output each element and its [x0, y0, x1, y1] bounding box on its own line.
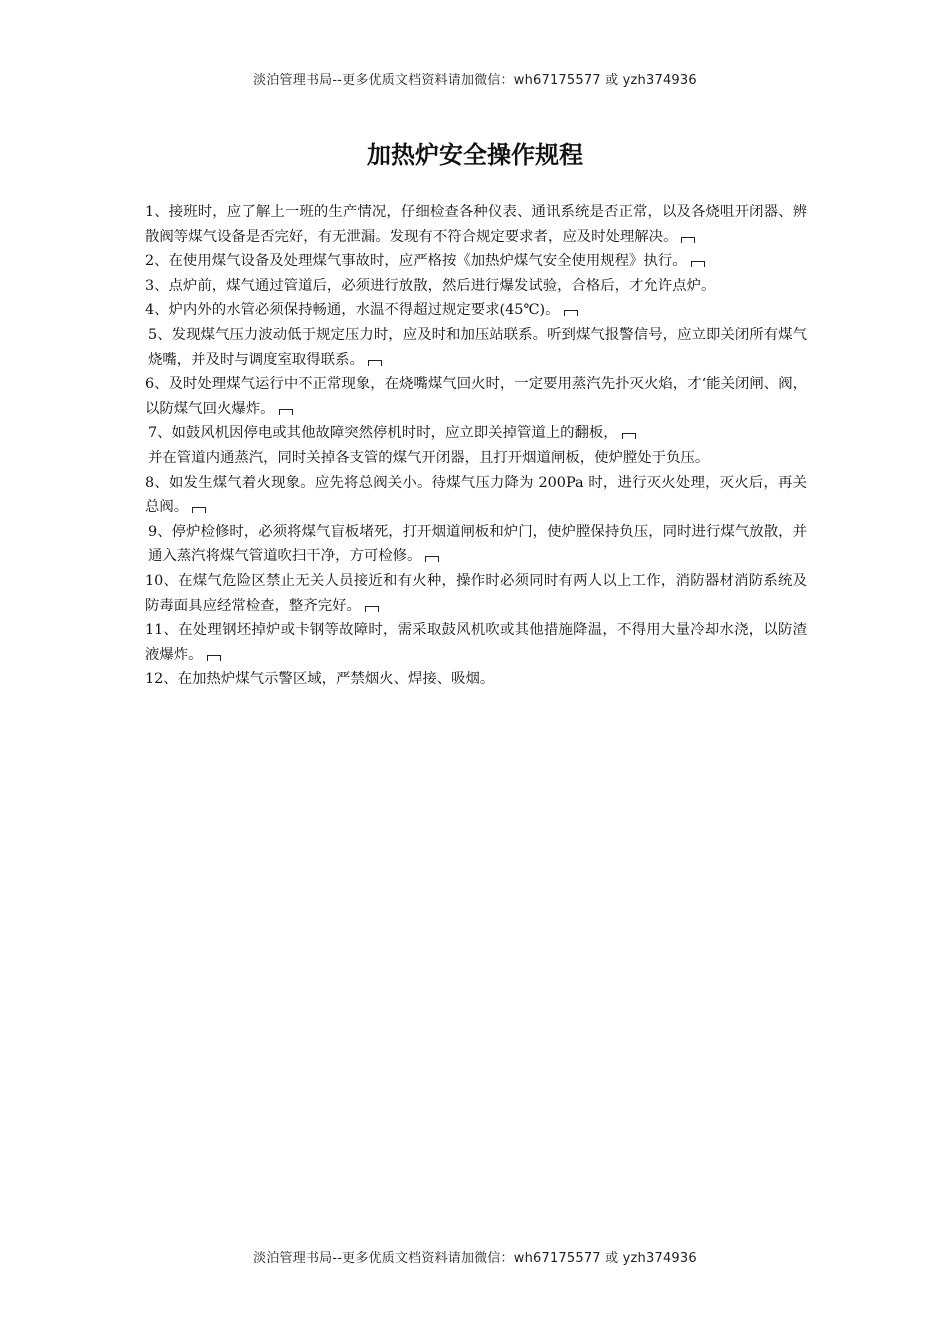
rule-text: 7、如鼓风机因停电或其他故障突然停机时时，应立即关掉管道上的翻板，	[148, 425, 618, 442]
rule-item	[145, 274, 807, 299]
rule-text: 11、在处理钢坯掉炉或卡钢等故障时，需采取鼓风机吹或其他措施降温，不得用大量冷却水浇，以防渣液爆炸。	[145, 622, 807, 663]
paragraph-mark-icon	[564, 310, 578, 316]
paragraph-mark-icon	[425, 556, 439, 562]
rule-text: 4、炉内外的水管必须保持畅通，水温不得超过规定要求(45℃)。	[145, 302, 560, 319]
rule-item	[145, 298, 807, 323]
rule-item	[145, 323, 807, 372]
paragraph-mark-icon	[279, 409, 293, 415]
rule-text: 并在管道内通蒸汽，同时关掉各支管的煤气开闭器，且打开烟道闸板，使炉膛处于负压。	[148, 449, 710, 466]
rule-item	[145, 446, 807, 471]
paragraph-mark-icon	[691, 261, 705, 267]
paragraph-mark-icon	[207, 655, 221, 661]
page-header: 淡泊管理书局--更多优质文档资料请加微信：wh67175577 或 yzh374936	[253, 73, 697, 88]
rule-text: 8、如发生煤气着火现象。应先将总阀关小。待煤气压力降为 200Pa 时，进行灭火处理，灭火后，再关总阀。	[145, 474, 807, 516]
paragraph-mark-icon	[365, 606, 379, 612]
paragraph-mark-icon	[192, 507, 206, 513]
rule-item	[145, 471, 807, 520]
rule-text: 1、接班时，应了解上一班的生产情况，仔细检查各种仪表、通讯系统是否正常，以及各烧咀开闭器、辨散阀等煤气设备是否完好，有无泄漏。发现有不符合规定要求者，应及时处理解决。	[145, 204, 807, 245]
rule-text: 3、点炉前，煤气通过管道后，必须进行放散，然后进行爆发试验，合格后，才允许点炉。	[145, 277, 716, 294]
rule-item	[145, 200, 807, 249]
paragraph-mark-icon	[681, 237, 695, 243]
rule-item	[145, 618, 807, 667]
rule-item	[145, 569, 807, 618]
paragraph-mark-icon	[622, 433, 636, 439]
rule-item	[145, 421, 807, 446]
rule-text: 9、停炉检修时，必须将煤气盲板堵死，打开烟道闸板和炉门，使炉膛保持负压，同时进行煤气放散，并通入蒸汽将煤气管道吹扫干净，方可检修。	[148, 523, 807, 565]
rule-text: 10、在煤气危险区禁止无关人员接近和有火种，操作时必须同时有两人以上工作，消防器材消防系统及防毒面具应经常检查，整齐完好。	[145, 572, 807, 614]
rule-item	[145, 667, 807, 692]
rule-text: 12、在加热炉煤气示警区域，严禁烟火、焊接、吸烟。	[145, 671, 495, 688]
page-footer: 淡泊管理书局--更多优质文档资料请加微信：wh67175577 或 yzh374936	[253, 1251, 697, 1266]
rule-text: 2、在使用煤气设备及处理煤气事故时，应严格按《加热炉煤气安全使用规程》执行。	[145, 253, 687, 270]
rule-item	[145, 249, 807, 274]
rule-item	[145, 520, 807, 569]
rule-item	[145, 372, 807, 421]
paragraph-mark-icon	[368, 360, 382, 366]
rule-text: 6、及时处理煤气运行中不正常现象，在烧嘴煤气回火时，一定要用蒸汽先扑灭火焰，才‘能关闭闸、阀，以防煤气回火爆炸。	[145, 376, 807, 417]
rules-list	[145, 200, 807, 692]
rule-text: 5、发现煤气压力波动低于规定压力时，应及时和加压站联系。听到煤气报警信号，应立即关闭所有煤气烧嘴，并及时与调度室取得联系。	[148, 326, 807, 368]
document-title: 加热炉安全操作规程	[367, 141, 583, 169]
